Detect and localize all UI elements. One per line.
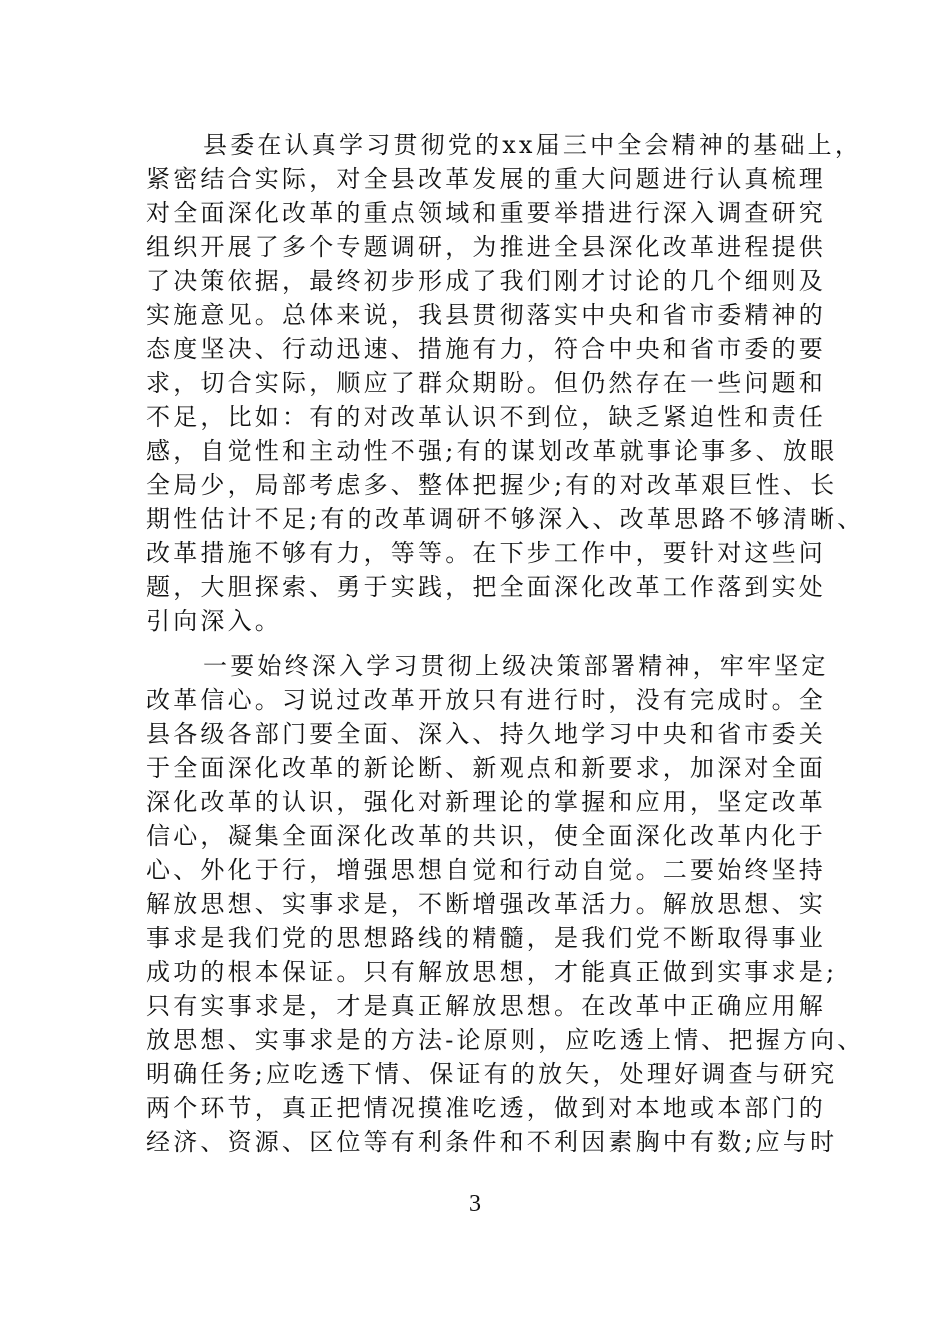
paragraph-1-line-6: 实施意见。总体来说，我县贯彻落实中央和省市委精神的 (146, 301, 826, 329)
paragraph-2-line-4: 于全面深化改革的新论断、新观点和新要求，加深对全面 (146, 754, 826, 782)
paragraph-2-line-1: 一要始终深入学习贯彻上级决策部署精神，牢牢坚定 (203, 652, 829, 680)
paragraph-1-line-1: 县委在认真学习贯彻党的xx届三中全会精神的基础上， (203, 131, 863, 159)
paragraph-1-line-11: 全局少，局部考虑多、整体把握少;有的对改革艰巨性、长 (146, 471, 838, 499)
paragraph-1-line-12: 期性估计不足;有的改革调研不够深入、改革思路不够清晰、 (146, 505, 865, 533)
paragraph-1-line-3: 对全面深化改革的重点领域和重要举措进行深入调查研究 (146, 199, 826, 227)
paragraph-1-line-5: 了决策依据，最终初步形成了我们刚才讨论的几个细则及 (146, 267, 826, 295)
paragraph-2-line-5: 深化改革的认识，强化对新理论的掌握和应用，坚定改革 (146, 788, 826, 816)
paragraph-1-line-4: 组织开展了多个专题调研，为推进全县深化改革进程提供 (146, 233, 826, 261)
paragraph-1-line-8: 求，切合实际，顺应了群众期盼。但仍然存在一些问题和 (146, 369, 826, 397)
paragraph-2-line-7: 心、外化于行，增强思想自觉和行动自觉。二要始终坚持 (146, 856, 826, 884)
paragraph-1-line-9: 不足，比如：有的对改革认识不到位，缺乏紧迫性和责任 (146, 403, 826, 431)
paragraph-2-line-3: 县各级各部门要全面、深入、持久地学习中央和省市委关 (146, 720, 826, 748)
paragraph-2-line-6: 信心，凝集全面深化改革的共识，使全面深化改革内化于 (146, 822, 826, 850)
paragraph-2-line-10: 成功的根本保证。只有解放思想，才能真正做到实事求是; (146, 958, 838, 986)
page-number: 3 (469, 1191, 481, 1217)
paragraph-1-line-15: 引向深入。 (146, 607, 282, 635)
paragraph-2-line-8: 解放思想、实事求是，不断增强改革活力。解放思想、实 (146, 890, 826, 918)
paragraph-1-line-2: 紧密结合实际，对全县改革发展的重大问题进行认真梳理 (146, 165, 826, 193)
paragraph-2-line-13: 明确任务;应吃透下情、保证有的放矢，处理好调查与研究 (146, 1060, 838, 1088)
paragraph-2-line-2: 改革信心。习说过改革开放只有进行时，没有完成时。全 (146, 686, 826, 714)
paragraph-2-line-15: 经济、资源、区位等有利条件和不利因素胸中有数;应与时 (146, 1128, 838, 1156)
paragraph-1-line-14: 题，大胆探索、勇于实践，把全面深化改革工作落到实处 (146, 573, 826, 601)
paragraph-1-line-7: 态度坚决、行动迅速、措施有力，符合中央和省市委的要 (146, 335, 826, 363)
paragraph-2-line-9: 事求是我们党的思想路线的精髓，是我们党不断取得事业 (146, 924, 826, 952)
paragraph-2-line-14: 两个环节，真正把情况摸准吃透，做到对本地或本部门的 (146, 1094, 826, 1122)
paragraph-2-line-11: 只有实事求是，才是真正解放思想。在改革中正确应用解 (146, 992, 826, 1020)
paragraph-1-line-10: 感，自觉性和主动性不强;有的谋划改革就事论事多、放眼 (146, 437, 838, 465)
paragraph-1-line-13: 改革措施不够有力，等等。在下步工作中，要针对这些问 (146, 539, 826, 567)
paragraph-2-line-12: 放思想、实事求是的方法-论原则，应吃透上情、把握方向、 (146, 1026, 865, 1054)
